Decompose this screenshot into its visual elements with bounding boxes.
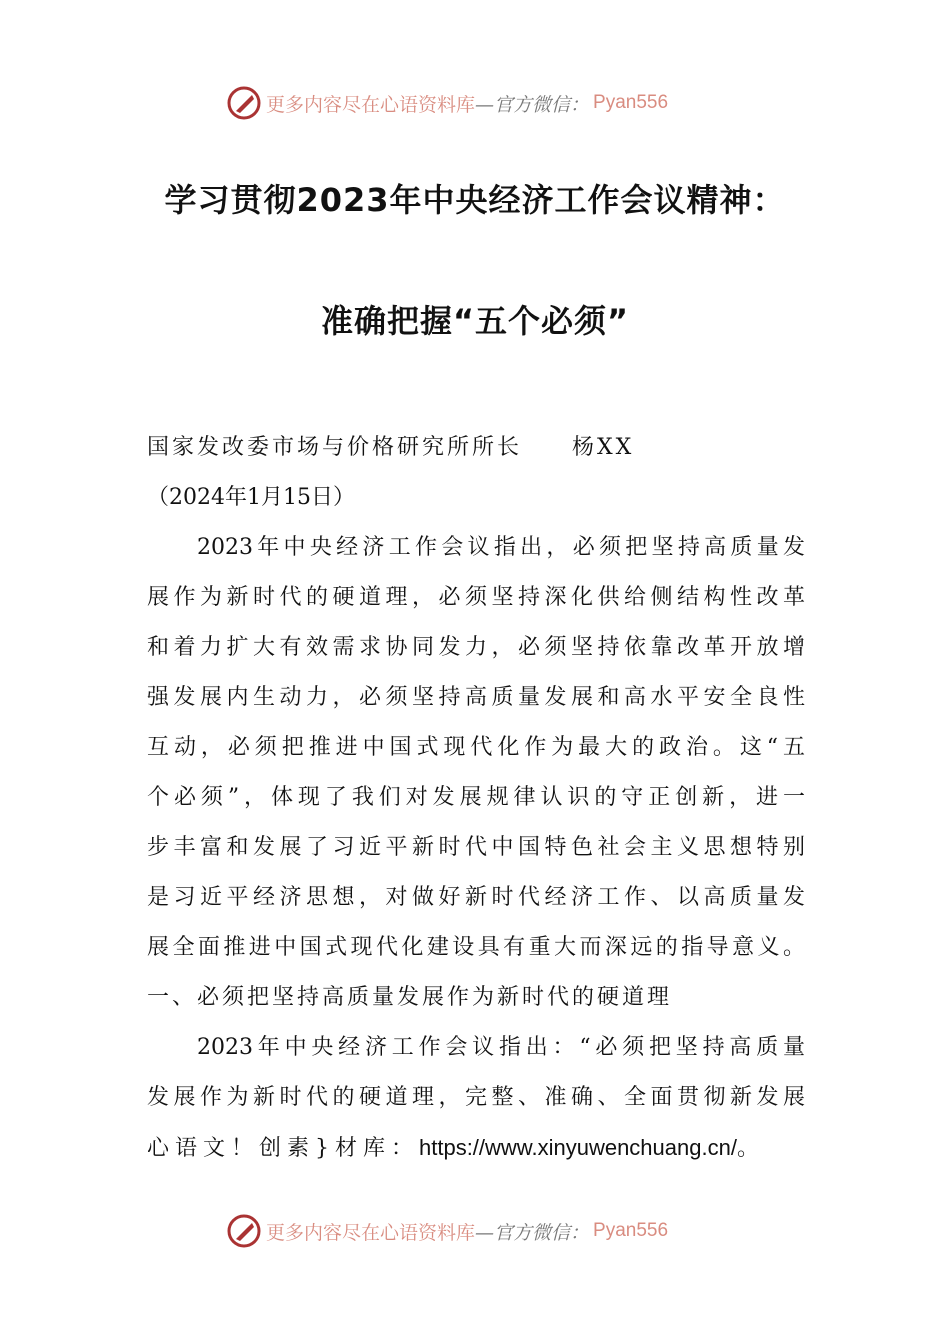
- body-line: 是习近平经济思想，对做好新时代经济工作、以高质量发: [147, 885, 805, 910]
- author-name: 杨XX: [572, 435, 635, 460]
- body-line: 个必须”，体现了我们对发展规律认识的守正创新，进一: [147, 785, 805, 810]
- body-line: 发展作为新时代的硬道理，完整、准确、全面贯彻新发展: [147, 1085, 805, 1110]
- author-line: [147, 433, 805, 463]
- body-line: 互动，必须把推进中国式现代化作为最大的政治。这“五: [147, 735, 805, 760]
- header-watermark: 更多内容尽在心语资料库 —官方微信： Pyan556: [226, 83, 668, 123]
- body-line: 强发展内生动力，必须坚持高质量发展和高水平安全良性: [147, 685, 805, 710]
- pen-logo-icon: [226, 85, 262, 121]
- body-line: 步丰富和发展了习近平新时代中国特色社会主义思想特别: [147, 835, 805, 860]
- title-line-2: 准确把握“五个必须”: [320, 302, 630, 340]
- body-line: 2023年中央经济工作会议指出，必须把坚持高质量发: [197, 535, 805, 560]
- author-org: 国家发改委市场与价格研究所所长: [147, 435, 523, 460]
- body-line: 展全面推进中国式现代化建设具有重大而深远的指导意义。: [147, 935, 805, 960]
- body-line: 和着力扩大有效需求协同发力，必须坚持依靠改革开放增: [147, 635, 805, 660]
- footer-watermark: 更多内容尽在心语资料库 —官方微信： Pyan556: [226, 1211, 668, 1251]
- title-line-1: 学习贯彻2023年中央经济工作会议精神：: [164, 181, 786, 219]
- pen-logo-icon: [226, 1213, 262, 1249]
- body-line: 展作为新时代的硬道理，必须坚持深化供给侧结构性改革: [147, 585, 805, 610]
- section-heading: 一、必须把坚持高质量发展作为新时代的硬道理: [147, 985, 673, 1010]
- date: （2024年1月15日）: [147, 485, 355, 510]
- source-line: 心语文！创素}材库：https://www.xinyuwenchuang.cn/。: [147, 1135, 759, 1161]
- source-url[interactable]: https://www.xinyuwenchuang.cn/: [419, 1135, 737, 1160]
- body-line: 2023年中央经济工作会议指出：“必须把坚持高质量: [197, 1035, 805, 1060]
